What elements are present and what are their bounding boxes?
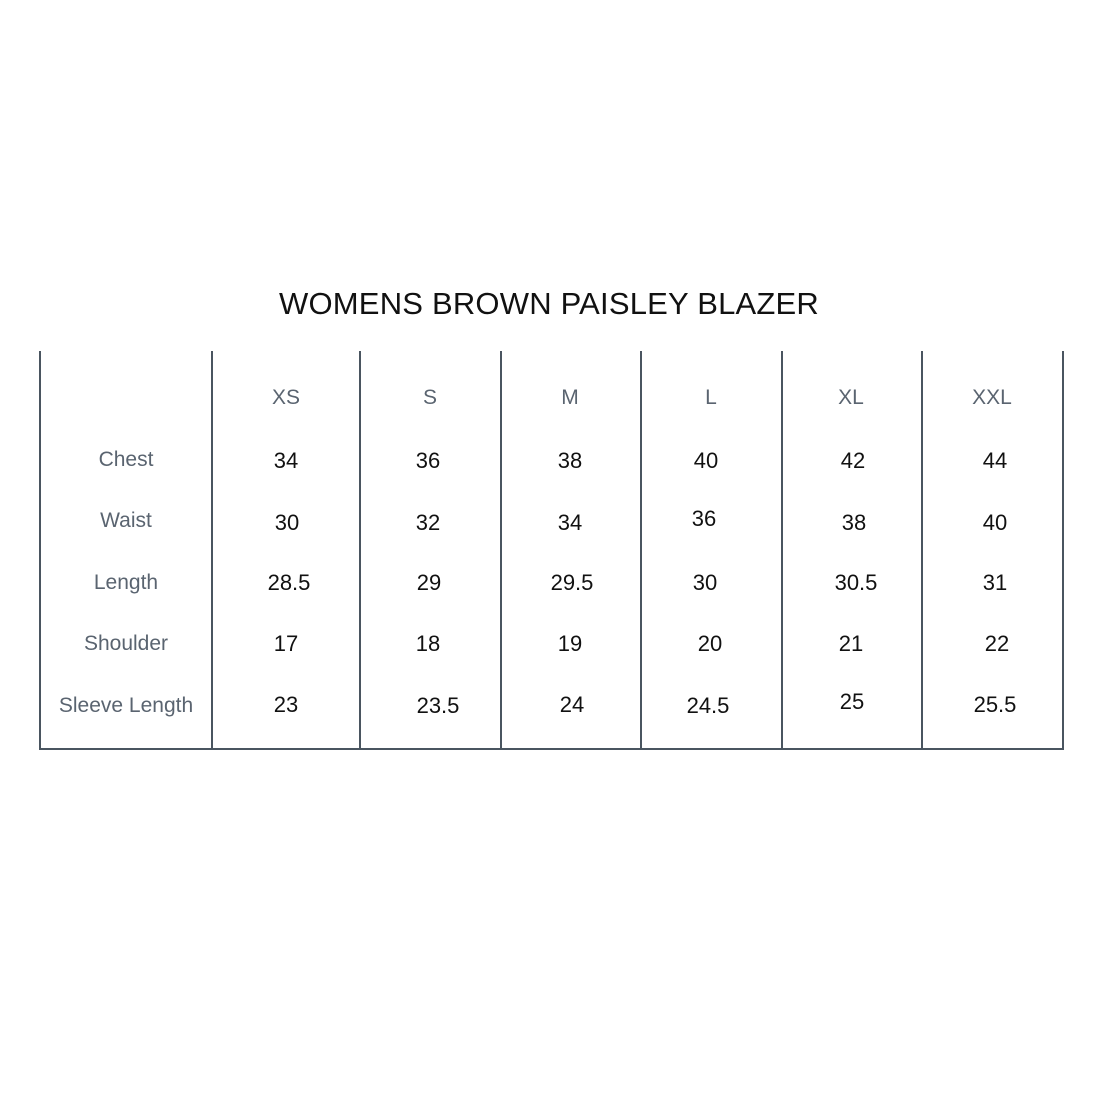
table-cell: 18 [415,631,441,656]
table-cell: 29.5 [550,570,594,595]
table-cell: 23 [273,692,299,717]
table-cell: 20 [697,631,723,656]
row-label-sleeve-length: Sleeve Length [58,694,194,717]
chart-title: WOMENS BROWN PAISLEY BLAZER [279,286,819,321]
table-cell: 42 [840,448,866,473]
table-cell: 40 [693,448,719,473]
table-cell: 19 [557,631,583,656]
table-cell: 38 [557,448,583,473]
table-cell: 25.5 [973,692,1017,717]
column-divider [359,351,361,749]
table-cell: 40 [982,510,1008,535]
table-cell: 17 [273,631,299,656]
table-cell: 25 [839,689,865,714]
table-cell: 34 [273,448,299,473]
table-cell: 28.5 [267,570,311,595]
table-cell: 31 [982,570,1008,595]
table-cell: 23.5 [416,693,460,718]
table-cell: 36 [691,506,717,531]
column-divider [1062,351,1064,749]
row-label-length: Length [93,571,159,594]
table-cell: 30 [274,510,300,535]
row-label-shoulder: Shoulder [83,632,169,655]
column-divider [640,351,642,749]
table-cell: 44 [982,448,1008,473]
table-cell: 38 [841,510,867,535]
size-header-l: L [705,386,717,409]
column-divider [500,351,502,749]
table-cell: 24.5 [686,693,730,718]
column-divider [781,351,783,749]
table-bottom-border [39,748,1064,750]
size-header-xs: XS [271,386,301,409]
table-cell: 22 [984,631,1010,656]
size-header-s: S [422,386,438,409]
table-cell: 29 [416,570,442,595]
size-table [39,351,1064,750]
table-cell: 24 [559,692,585,717]
table-cell: 30 [692,570,718,595]
table-cell: 32 [415,510,441,535]
table-cell: 30.5 [834,570,878,595]
table-cell: 36 [415,448,441,473]
column-divider [921,351,923,749]
size-header-m: M [561,386,579,409]
size-header-xl: XL [838,386,864,409]
row-label-chest: Chest [98,448,154,471]
column-divider [39,351,41,749]
row-label-waist: Waist [100,509,152,532]
table-cell: 21 [838,631,864,656]
size-header-xxl: XXL [972,386,1012,409]
column-divider [211,351,213,749]
table-cell: 34 [557,510,583,535]
